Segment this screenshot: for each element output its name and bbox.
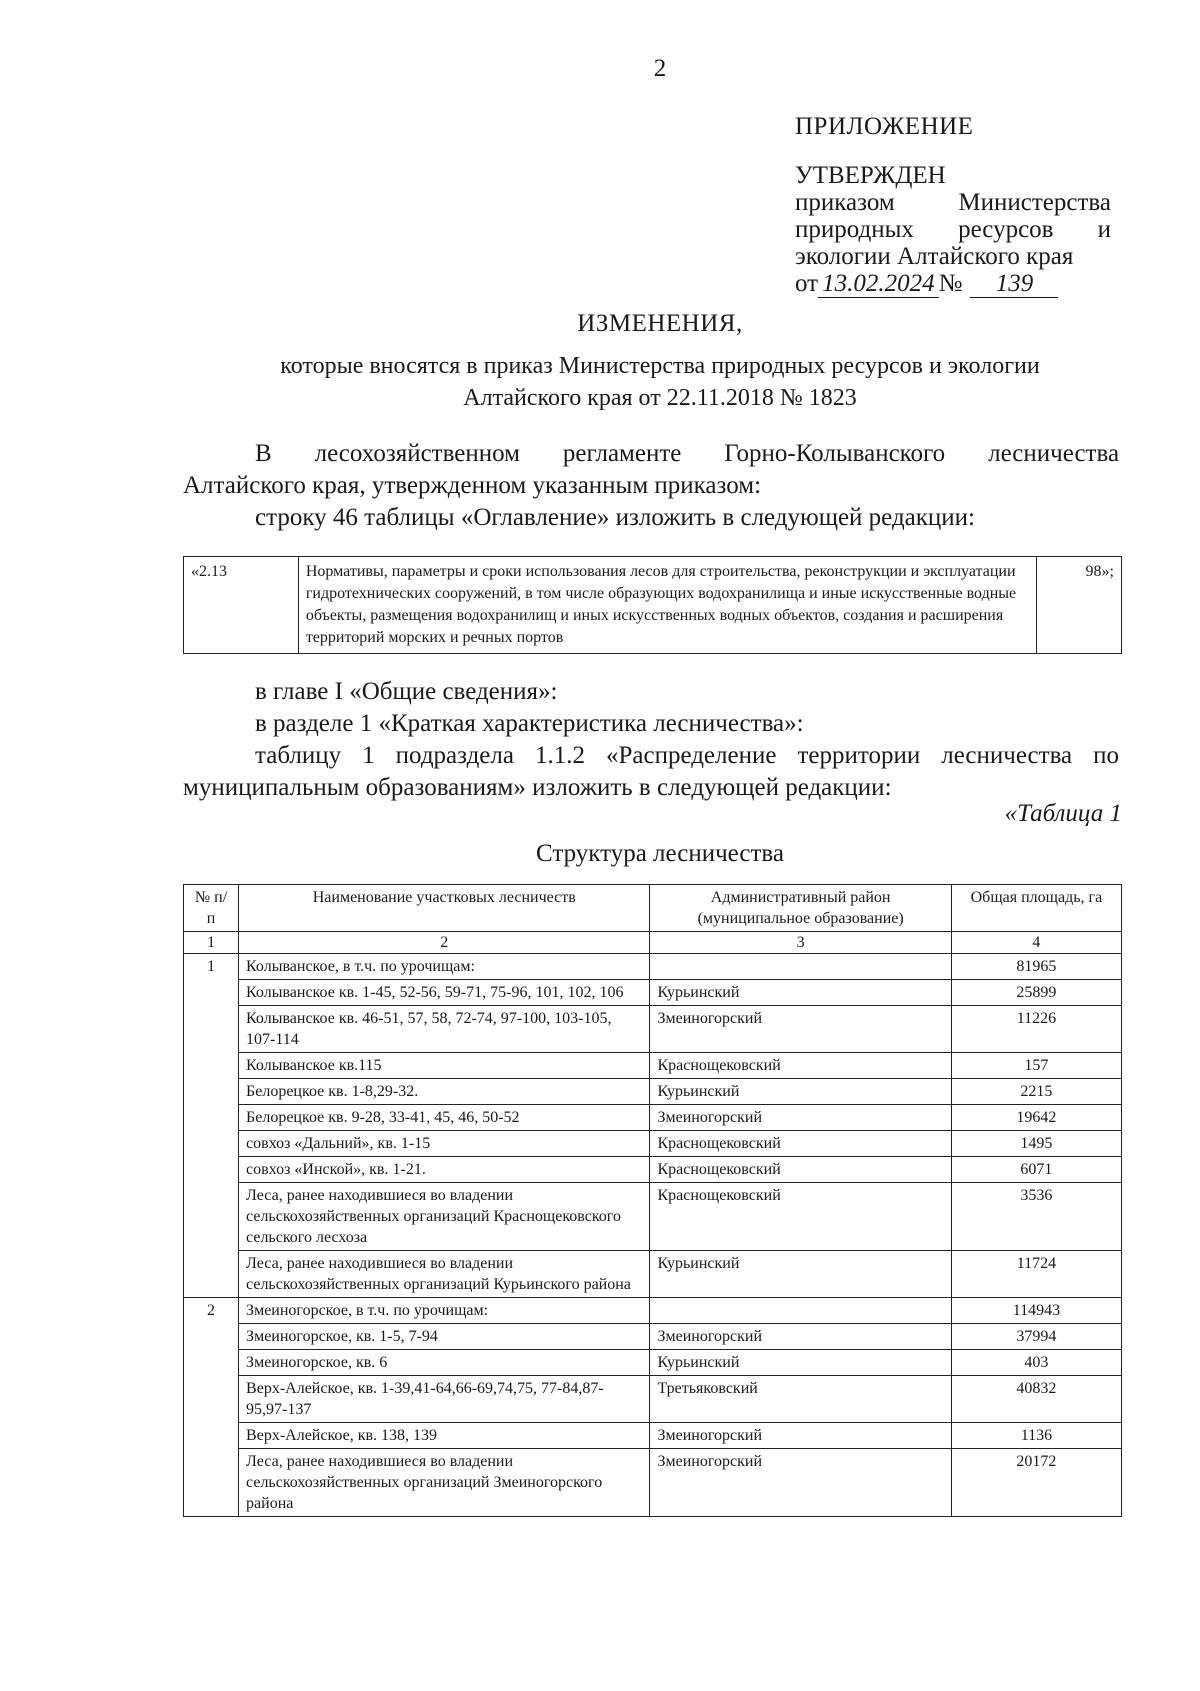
approval-date-number: от 13.02.2024 № 139 xyxy=(795,270,1111,298)
approval-block xyxy=(795,162,1111,298)
table-row xyxy=(184,1131,1122,1157)
cell-area: 81965 xyxy=(951,954,1121,980)
body-paragraph-3-line-1: таблицу 1 подраздела 1.1.2 «Распределение территории лесничества по xyxy=(255,742,1120,769)
forestry-structure-table xyxy=(183,884,1122,1517)
cell-area: 3536 xyxy=(951,1183,1121,1251)
cell-district: Краснощековский xyxy=(650,1157,951,1183)
table-row xyxy=(184,1423,1122,1449)
header-name: Наименование участковых лесничеств xyxy=(239,885,650,932)
cell-name: Колыванское кв. 46-51, 57, 58, 72-74, 97-100, 103-105, 107-114 xyxy=(239,1006,650,1053)
cell-district: Змеиногорский xyxy=(650,1423,951,1449)
table-row xyxy=(184,1105,1122,1131)
table-row xyxy=(184,1053,1122,1079)
table-row xyxy=(184,1376,1122,1423)
cell-area: 1136 xyxy=(951,1423,1121,1449)
cell-name: совхоз «Дальний», кв. 1-15 xyxy=(239,1131,650,1157)
cell-name: Леса, ранее находившиеся во владении сельскохозяйственных организаций Змеиногорского района xyxy=(239,1449,650,1517)
toc-cell-text: Нормативы, параметры и сроки использования лесов для строительства, реконструкции и эксплуатации гидротехнических сооружений, в том числе образующих водохранилища и иные искусственные водные объекты, размещения водохранилищ и иных искусственных водных объектов, создания и расширения территорий морских и речных портов xyxy=(298,557,1036,654)
document-subtitle: которые вносятся в приказ Министерства природных ресурсов и экологии Алтайского края от 22.11.2018 № 1823 xyxy=(280,353,1040,411)
cell-district xyxy=(650,1298,951,1324)
approval-heading: УТВЕРЖДЕН xyxy=(795,162,946,189)
table-row xyxy=(184,1157,1122,1183)
intro-line-1: В лесохозяйственном регламенте Горно-Колыванского лесничества xyxy=(255,440,1120,467)
table-row xyxy=(184,1298,1122,1324)
table-row xyxy=(184,980,1122,1006)
cell-district: Змеиногорский xyxy=(650,1449,951,1517)
cell-name: Леса, ранее находившиеся во владении сельскохозяйственных организаций Курьинского района xyxy=(239,1251,650,1298)
cell-area: 19642 xyxy=(951,1105,1121,1131)
cell-district: Третьяковский xyxy=(650,1376,951,1423)
body-paragraph-3-line-2: муниципальным образованиям» изложить в следующей редакции: xyxy=(183,774,892,801)
table-row xyxy=(184,1449,1122,1517)
cell-area: 114943 xyxy=(951,1298,1121,1324)
intro-line-3: строку 46 таблицы «Оглавление» изложить в следующей редакции: xyxy=(255,504,975,531)
toc-row xyxy=(184,557,1122,654)
cell-name: Змеиногорское, в т.ч. по урочищам: xyxy=(239,1298,650,1324)
cell-area: 11226 xyxy=(951,1006,1121,1053)
cell-number: 1 xyxy=(184,954,239,1298)
cell-district xyxy=(650,954,951,980)
table-title: Структура лесничества xyxy=(536,840,784,867)
table-row xyxy=(184,1251,1122,1298)
cell-name: Верх-Алейское, кв. 1-39,41-64,66-69,74,75, 77-84,87-95,97-137 xyxy=(239,1376,650,1423)
cell-area: 403 xyxy=(951,1350,1121,1376)
handwritten-number: 139 xyxy=(970,270,1058,298)
approval-line-2: природных ресурсов и xyxy=(795,216,1111,243)
document-title: ИЗМЕНЕНИЯ, xyxy=(577,310,743,337)
handwritten-date: 13.02.2024 xyxy=(818,270,939,298)
cell-name: Белорецкое кв. 9-28, 33-41, 45, 46, 50-52 xyxy=(239,1105,650,1131)
header-number: № п/п xyxy=(184,885,239,932)
cell-area: 25899 xyxy=(951,980,1121,1006)
body-paragraph-1: в главе I «Общие сведения»: xyxy=(255,678,558,705)
cell-district: Курьинский xyxy=(650,1251,951,1298)
appendix-label: ПРИЛОЖЕНИЕ xyxy=(795,113,974,140)
cell-district: Курьинский xyxy=(650,980,951,1006)
table-row xyxy=(184,1324,1122,1350)
table-row xyxy=(184,1350,1122,1376)
toc-cell-page: 98»; xyxy=(1037,557,1122,654)
table-row xyxy=(184,954,1122,980)
cell-name: Колыванское, в т.ч. по урочищам: xyxy=(239,954,650,980)
body-paragraph-2: в разделе 1 «Краткая характеристика лесничества»: xyxy=(255,710,804,737)
cell-name: Змеиногорское, кв. 1-5, 7-94 xyxy=(239,1324,650,1350)
cell-number: 2 xyxy=(184,1298,239,1517)
cell-area: 40832 xyxy=(951,1376,1121,1423)
cell-area: 11724 xyxy=(951,1251,1121,1298)
cell-area: 37994 xyxy=(951,1324,1121,1350)
table-label: «Таблица 1 xyxy=(1004,800,1122,827)
toc-table xyxy=(183,556,1122,654)
approval-line-1: приказом Министерства xyxy=(795,189,1111,216)
cell-name: Верх-Алейское, кв. 138, 139 xyxy=(239,1423,650,1449)
cell-district: Курьинский xyxy=(650,1079,951,1105)
table-row xyxy=(184,1183,1122,1251)
intro-line-2: Алтайского края, утвержденном указанным приказом: xyxy=(183,472,762,499)
header-district: Административный район (муниципальное образование) xyxy=(650,885,951,932)
table-row xyxy=(184,1006,1122,1053)
cell-area: 1495 xyxy=(951,1131,1121,1157)
cell-name: Змеиногорское, кв. 6 xyxy=(239,1350,650,1376)
cell-district: Змеиногорский xyxy=(650,1006,951,1053)
cell-name: Белорецкое кв. 1-8,29-32. xyxy=(239,1079,650,1105)
cell-area: 20172 xyxy=(951,1449,1121,1517)
header-area: Общая площадь, га xyxy=(951,885,1121,932)
cell-district: Краснощековский xyxy=(650,1131,951,1157)
cell-area: 6071 xyxy=(951,1157,1121,1183)
cell-name: Колыванское кв.115 xyxy=(239,1053,650,1079)
toc-cell-number: «2.13 xyxy=(184,557,299,654)
cell-area: 157 xyxy=(951,1053,1121,1079)
cell-name: Леса, ранее находившиеся во владении сельскохозяйственных организаций Краснощековского сельского лесхоза xyxy=(239,1183,650,1251)
cell-district: Краснощековский xyxy=(650,1053,951,1079)
table-row xyxy=(184,1079,1122,1105)
cell-name: совхоз «Инской», кв. 1-21. xyxy=(239,1157,650,1183)
cell-district: Курьинский xyxy=(650,1350,951,1376)
table-header-row xyxy=(184,885,1122,932)
approval-line-3: экологии Алтайского края xyxy=(795,243,1074,270)
cell-area: 2215 xyxy=(951,1079,1121,1105)
cell-district: Змеиногорский xyxy=(650,1105,951,1131)
page-number: 2 xyxy=(653,55,667,82)
table-index-row: 1 2 3 4 xyxy=(184,932,1122,954)
cell-district: Змеиногорский xyxy=(650,1324,951,1350)
cell-name: Колыванское кв. 1-45, 52-56, 59-71, 75-96, 101, 102, 106 xyxy=(239,980,650,1006)
cell-district: Краснощековский xyxy=(650,1183,951,1251)
